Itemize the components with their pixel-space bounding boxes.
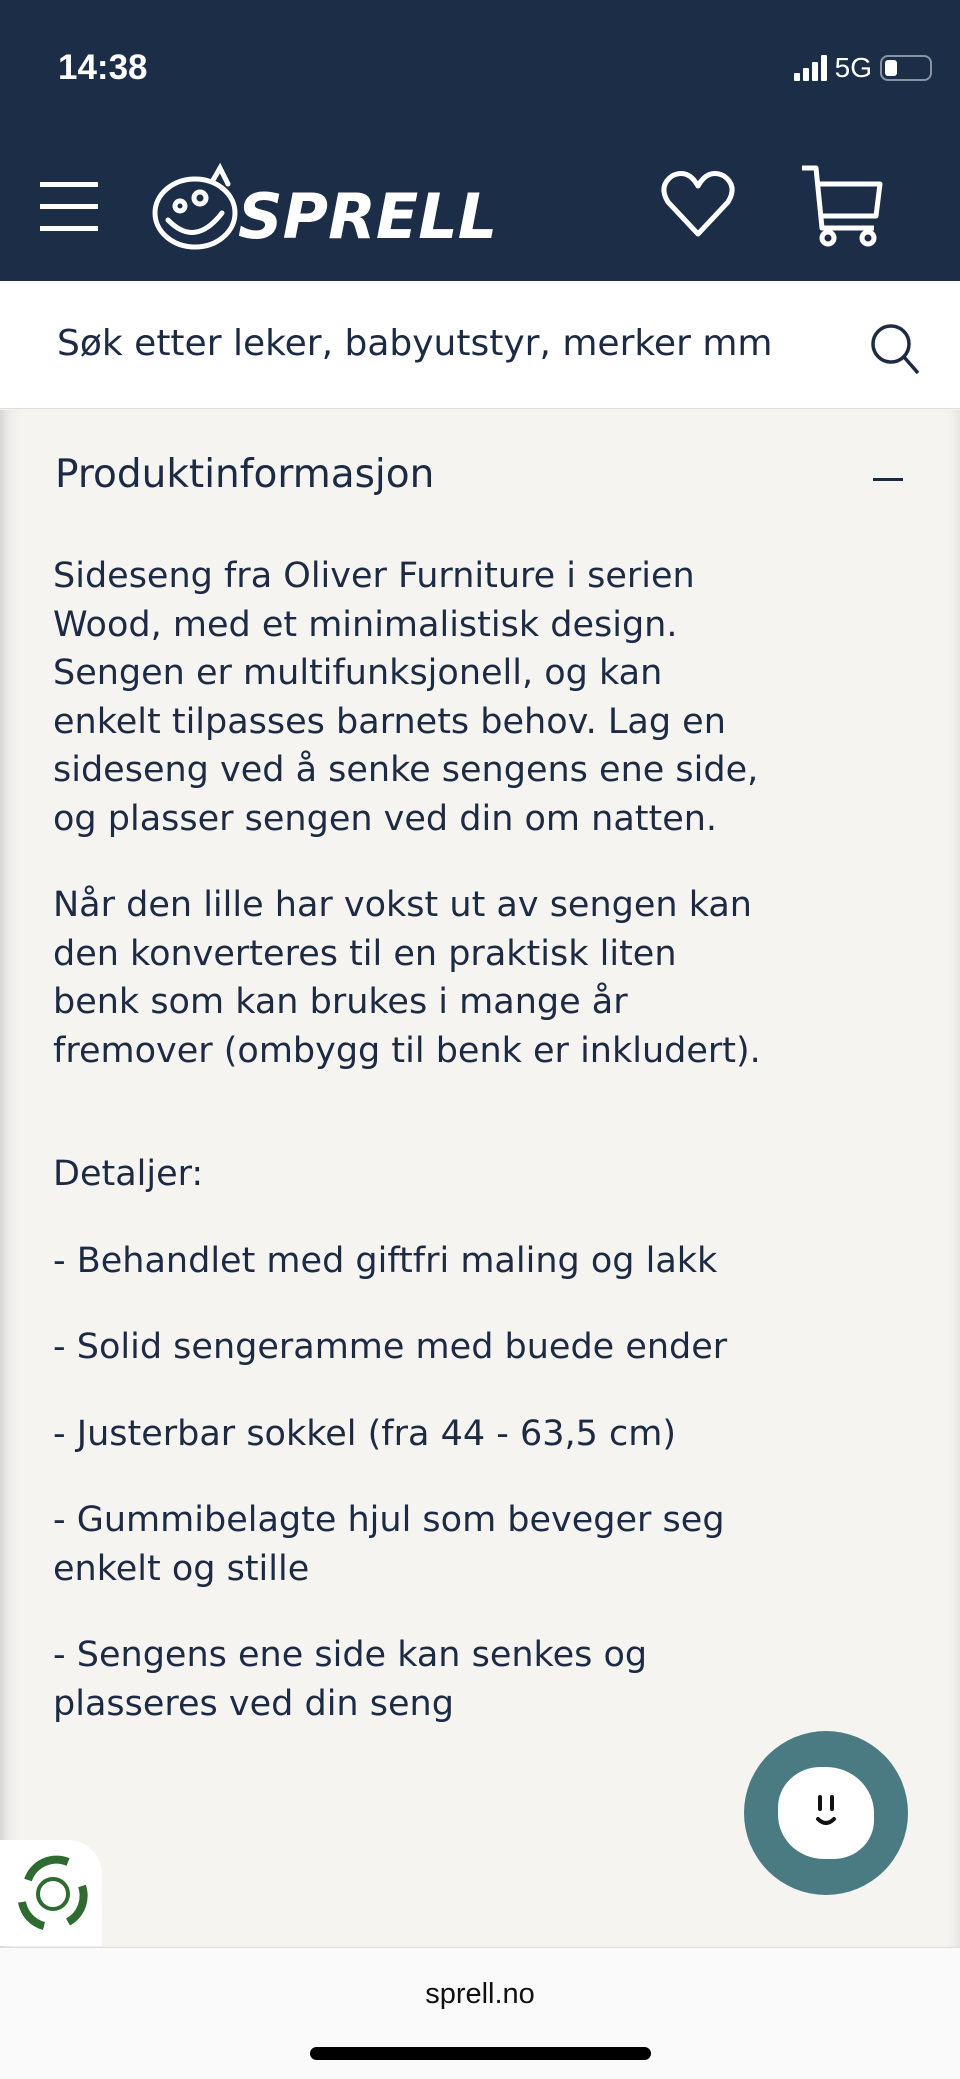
section-title[interactable]: Produktinformasjon	[55, 452, 435, 497]
heart-icon[interactable]	[660, 170, 736, 240]
hamburger-menu-icon[interactable]	[40, 182, 98, 248]
collapse-minus-icon[interactable]	[873, 478, 903, 481]
network-label: 5G	[834, 52, 872, 83]
cart-icon[interactable]	[800, 164, 884, 248]
detail-item: - Solid sengeramme med buede ender	[53, 1327, 728, 1367]
app-header	[0, 0, 960, 281]
details-heading: Detaljer:	[53, 1154, 204, 1194]
signal-icon	[794, 55, 827, 81]
detail-item: - Justerbar sokkel (fra 44 - 63,5 cm)	[53, 1413, 677, 1454]
chat-button[interactable]	[744, 1731, 908, 1895]
home-indicator[interactable]	[310, 2047, 651, 2060]
url-label[interactable]: sprell.no	[425, 1978, 535, 2010]
recycle-badge[interactable]	[0, 1840, 102, 1946]
product-description	[53, 552, 773, 1766]
search-icon[interactable]	[868, 321, 924, 377]
recycle-icon	[8, 1850, 98, 1940]
smiley-icon	[778, 1767, 874, 1859]
status-time: 14:38	[58, 48, 148, 87]
product-info-panel	[0, 410, 960, 1947]
paragraph: Sideseng fra Oliver Furniture i serien Wood, med et minimalistisk design. Sengen er multifunksjonell, og kan enkelt tilpasses barnets behov. Lag en sideseng ved å senke sengens ene side, og plasser sengen ved din om natten.	[53, 556, 759, 839]
status-icons	[794, 52, 932, 84]
detail-item: - Gummibelagte hjul som beveger seg enkelt og stille	[53, 1500, 725, 1589]
paragraph: Når den lille har vokst ut av sengen kan den konverteres til en praktisk liten benk som kan brukes i mange år fremover (ombygg til benk er inkludert).	[53, 885, 761, 1071]
search-bar[interactable]	[0, 281, 960, 409]
browser-bottom-bar	[0, 1947, 960, 2079]
sprell-logo[interactable]	[150, 158, 498, 258]
detail-item: - Behandlet med giftfri maling og lakk	[53, 1240, 718, 1281]
brand-name: SPRELL	[238, 180, 498, 253]
detail-item: - Sengens ene side kan senkes og plasseres ved din seng	[53, 1635, 648, 1724]
battery-icon	[880, 55, 932, 81]
search-input[interactable]: Søk etter leker, babyutstyr, merker mm	[57, 323, 773, 364]
